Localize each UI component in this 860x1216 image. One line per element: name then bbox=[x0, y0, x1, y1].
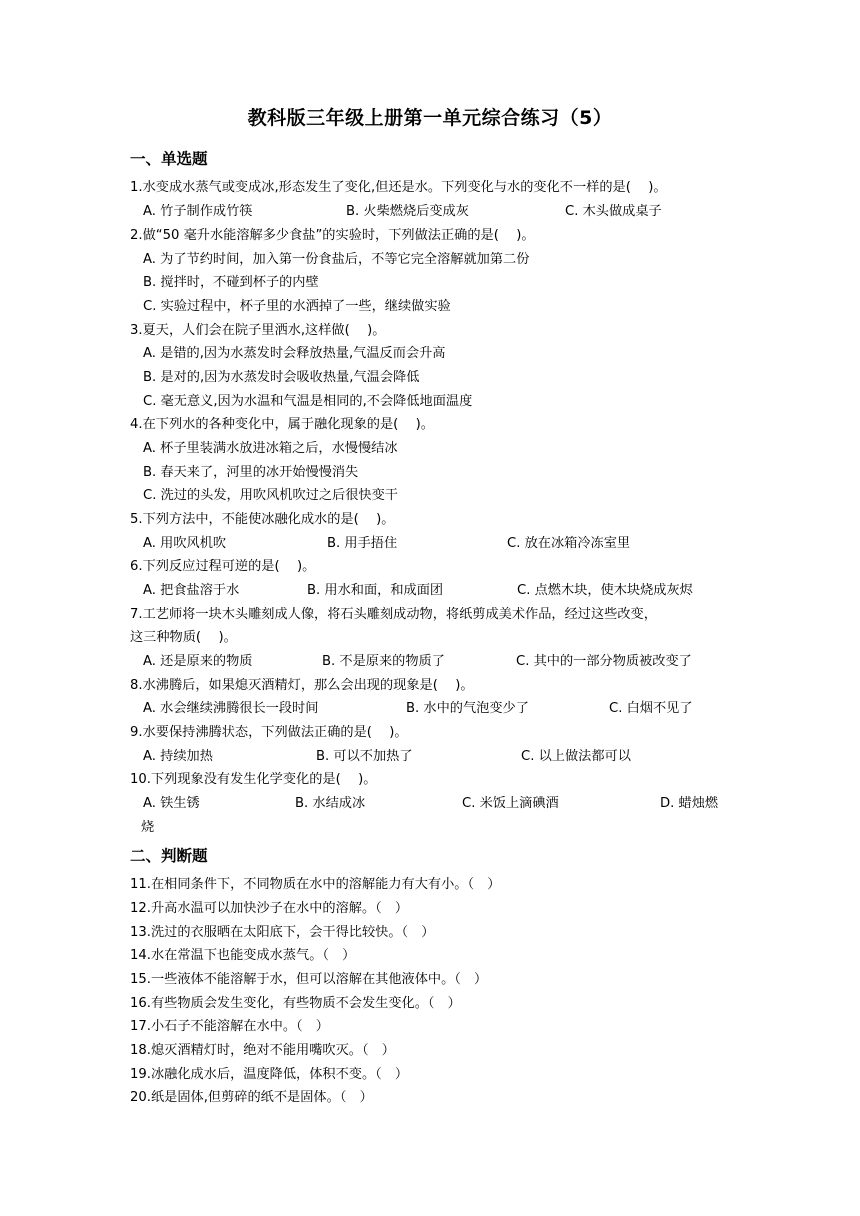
question-5-option-a: A. 用吹风机吹 bbox=[143, 536, 227, 551]
judge-question-18: 18.熄灭酒精灯时，绝对不能用嘴吹灭。（ ） bbox=[130, 1043, 395, 1058]
question-8-stem: 8.水沸腾后，如果熄灭酒精灯，那么会出现的现象是( )。 bbox=[130, 678, 474, 693]
page-title: 教科版三年级上册第一单元综合练习（5） bbox=[247, 107, 613, 129]
question-9-option-b: B. 可以不加热了 bbox=[316, 749, 413, 764]
question-5-option-c: C. 放在冰箱冷冻室里 bbox=[507, 536, 631, 551]
question-10-stem: 10.下列现象没有发生化学变化的是( )。 bbox=[130, 772, 377, 787]
question-1-option-a: A. 竹子制作成竹筷 bbox=[143, 204, 253, 219]
question-1-option-c: C. 木头做成桌子 bbox=[565, 204, 662, 219]
question-2-option-a: A. 为了节约时间，加入第一份食盐后，不等它完全溶解就加第二份 bbox=[143, 252, 530, 267]
question-7-stem-line-1: 7.工艺师将一块木头雕刻成人像，将石头雕刻成动物，将纸剪成美术作品，经过这些改变， bbox=[130, 607, 657, 622]
question-7-option-c: C. 其中的一部分物质被改变了 bbox=[516, 654, 692, 669]
question-7-option-b: B. 不是原来的物质了 bbox=[322, 654, 445, 669]
question-10-option-d: D. 蜡烛燃 bbox=[660, 796, 719, 811]
question-5-option-b: B. 用手捂住 bbox=[327, 536, 398, 551]
judge-question-16: 16.有些物质会发生变化，有些物质不会发生变化。（ ） bbox=[130, 996, 461, 1011]
question-3-stem: 3.夏天，人们会在院子里洒水,这样做( )。 bbox=[130, 323, 386, 338]
question-9-stem: 9.水要保持沸腾状态，下列做法正确的是( )。 bbox=[130, 725, 408, 740]
judge-question-12: 12.升高水温可以加快沙子在水中的溶解。（ ） bbox=[130, 901, 409, 916]
question-4-stem: 4.在下列水的各种变化中，属于融化现象的是( )。 bbox=[130, 417, 434, 432]
question-7-option-a: A. 还是原来的物质 bbox=[143, 654, 253, 669]
question-2-option-b: B. 搅拌时，不碰到杯子的内壁 bbox=[143, 275, 319, 290]
question-6-option-b: B. 用水和面，和成面团 bbox=[307, 583, 444, 598]
section-heading-true-false: 二、判断题 bbox=[130, 847, 208, 865]
judge-question-20: 20.纸是固体,但剪碎的纸不是固体。（ ） bbox=[130, 1090, 373, 1105]
question-7-stem-line-2: 这三种物质( )。 bbox=[130, 630, 237, 645]
question-4-option-a: A. 杯子里装满水放进冰箱之后，水慢慢结冰 bbox=[143, 441, 398, 456]
question-3-option-a: A. 是错的,因为水蒸发时会释放热量,气温反而会升高 bbox=[143, 346, 446, 361]
question-4-option-c: C. 洗过的头发，用吹风机吹过之后很快变干 bbox=[143, 488, 398, 503]
question-10-option-c: C. 米饭上滴碘酒 bbox=[462, 796, 559, 811]
question-9-option-c: C. 以上做法都可以 bbox=[521, 749, 631, 764]
question-3-option-b: B. 是对的,因为水蒸发时会吸收热量,气温会降低 bbox=[143, 370, 420, 385]
judge-question-15: 15.一些液体不能溶解于水，但可以溶解在其他液体中。（ ） bbox=[130, 972, 488, 987]
question-1-option-b: B. 火柴燃烧后变成灰 bbox=[346, 204, 469, 219]
question-2-option-c: C. 实验过程中，杯子里的水洒掉了一些，继续做实验 bbox=[143, 299, 451, 314]
question-10-option-a: A. 铁生锈 bbox=[143, 796, 200, 811]
question-6-stem: 6.下列反应过程可逆的是( )。 bbox=[130, 559, 316, 574]
judge-question-19: 19.冰融化成水后，温度降低，体积不变。（ ） bbox=[130, 1067, 409, 1082]
question-8-option-a: A. 水会继续沸腾很长一段时间 bbox=[143, 701, 319, 716]
question-10-option-b: B. 水结成冰 bbox=[295, 796, 366, 811]
judge-question-14: 14.水在常温下也能变成水蒸气。（ ） bbox=[130, 948, 356, 963]
question-4-option-b: B. 春天来了，河里的冰开始慢慢消失 bbox=[143, 465, 359, 480]
question-9-option-a: A. 持续加热 bbox=[143, 749, 213, 764]
question-3-option-c: C. 毫无意义,因为水温和气温是相同的,不会降低地面温度 bbox=[143, 394, 473, 409]
section-heading-single-choice: 一、单选题 bbox=[130, 150, 208, 168]
question-1-stem: 1.水变成水蒸气或变成冰,形态发生了变化,但还是水。下列变化与水的变化不一样的是( )。 bbox=[130, 180, 667, 195]
judge-question-13: 13.洗过的衣服晒在太阳底下，会干得比较快。（ ） bbox=[130, 925, 435, 940]
question-5-stem: 5.下列方法中，不能使冰融化成水的是( )。 bbox=[130, 512, 395, 527]
question-10-option-d-continued: 烧 bbox=[141, 820, 155, 835]
question-6-option-c: C. 点燃木块，使木块烧成灰烬 bbox=[517, 583, 693, 598]
judge-question-17: 17.小石子不能溶解在水中。（ ） bbox=[130, 1019, 329, 1034]
judge-question-11: 11.在相同条件下，不同物质在水中的溶解能力有大有小。（ ） bbox=[130, 877, 501, 892]
question-6-option-a: A. 把食盐溶于水 bbox=[143, 583, 240, 598]
question-8-option-b: B. 水中的气泡变少了 bbox=[406, 701, 529, 716]
question-2-stem: 2.做“50 毫升水能溶解多少食盐”的实验时，下列做法正确的是( )。 bbox=[130, 228, 535, 243]
question-8-option-c: C. 白烟不见了 bbox=[609, 701, 693, 716]
